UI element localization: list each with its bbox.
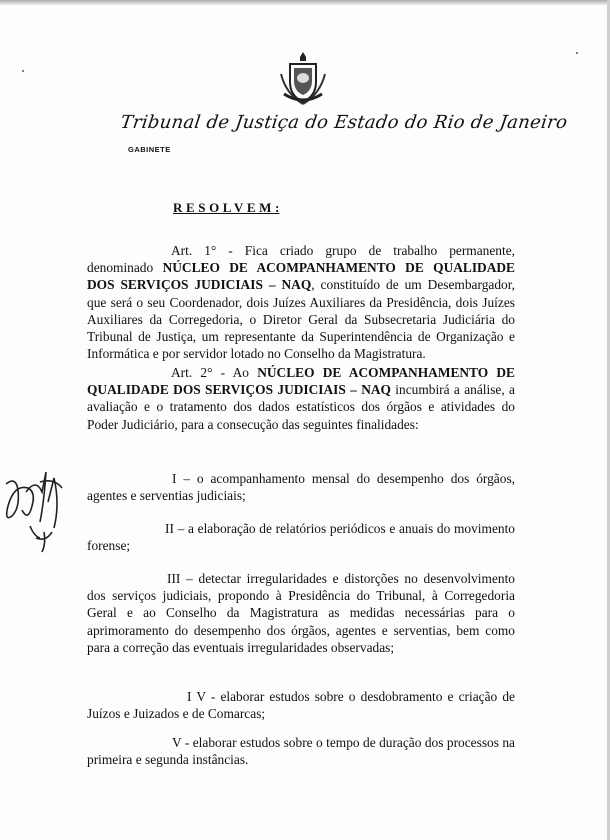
resolution-heading-colon: :: [275, 200, 280, 215]
article-1-rest: , constituído de um Desembargador, que será o seu Coordenador, dois Juízes Auxiliares da Presidência, dois Juízes Auxiliares da Corregedoria, o Diretor Geral da Subsecretaria Judiciária do Tribunal de Justiça, um representante da Superintendência de Organização e Informática e por servidor lotado no Conselho da Magistratura.: [87, 277, 516, 362]
list-item-2-text: II – a elaboração de relatórios periódicos e anuais do movimento forense;: [87, 521, 515, 554]
list-item-3-text: III – detectar irregularidades e distorções no desenvolvimento dos serviços judiciais, propondo à Presidência do Tribunal, à Corregedoria Geral e ao Conselho da Magistratura as medidas necessárias para o aprimoramento do desempenho dos órgãos, agentes e serventias, bem como para a correção das eventuais irregularidades observadas;: [87, 571, 515, 655]
article-2-bold: NÚCLEO DE ACOMPANHAMENTO DE QUALIDADE DOS SERVIÇOS JUDICIAIS – NAQ: [87, 365, 515, 398]
list-item-1-text: I – o acompanhamento mensal do desempenho dos órgãos, agentes e serventias judiciais;: [87, 471, 515, 504]
article-1-bold: NÚCLEO DE ACOMPANHAMENTO DE QUALIDADE DOS SERVIÇOS JUDICIAIS – NAQ: [87, 260, 515, 293]
article-1: [87, 242, 515, 362]
list-item-1: [87, 470, 515, 504]
coat-of-arms-icon: [278, 50, 328, 106]
resolution-heading-text: RESOLVEM: [173, 200, 276, 215]
list-item-5-text: V - elaborar estudos sobre o tempo de duração dos processos na primeira e segunda instâncias.: [87, 735, 515, 768]
article-1-lead: Art. 1° - Fica criado grupo de trabalho permanente, denominado: [87, 243, 515, 276]
list-item-3: [87, 570, 515, 656]
scan-top-edge: [0, 0, 610, 5]
article-2: [87, 364, 515, 433]
list-item-5: [87, 734, 515, 768]
list-item-4: [87, 688, 515, 722]
list-item-4-text: I V - elaborar estudos sobre o desdobramento e criação de Juízos e Juizados e de Comarcas;: [87, 689, 515, 722]
scan-speck: [22, 70, 24, 72]
handwritten-initials-icon: [0, 462, 72, 558]
resolution-heading: [173, 200, 279, 216]
department-label: GABINETE: [128, 145, 171, 154]
article-2-lead: Art. 2° - Ao: [171, 365, 249, 380]
institution-name: Tribunal de Justiça do Estado do Rio de Janeiro: [119, 112, 569, 133]
list-item-2: [87, 520, 515, 554]
article-2-rest: incumbirá a análise, a avaliação e o tratamento dos dados estatísticos dos órgãos e atividades do Poder Judiciário, para a consecução das seguintes finalidades:: [87, 382, 515, 432]
scan-speck: [576, 52, 578, 54]
